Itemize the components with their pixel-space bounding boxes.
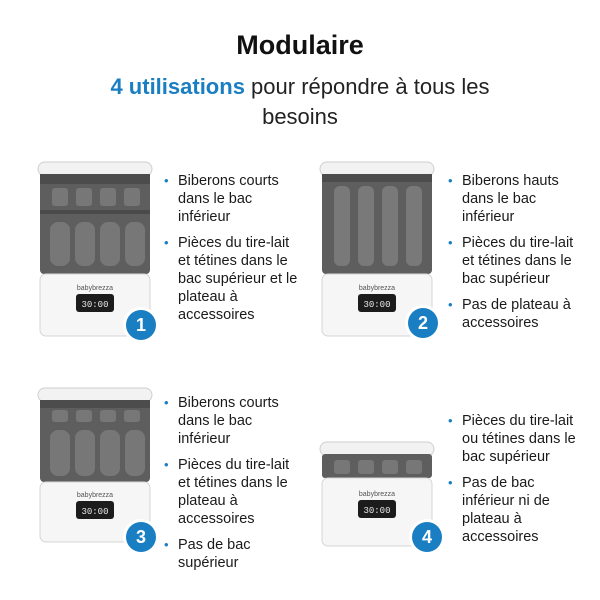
option-1-bullet-2: • Pièces du tire-lait et tétines dans le bac supérieur et le plateau à accessoires	[164, 235, 298, 323]
option-1-bullets	[164, 172, 304, 332]
bullet-dot: •	[164, 457, 169, 472]
page-title: Modulaire	[236, 30, 364, 60]
bullet-dot: •	[164, 235, 169, 250]
page-subtitle	[80, 72, 520, 132]
option-3-bullet-3: • Pas de bac supérieur	[164, 537, 251, 571]
option-1-number-badge: 1	[126, 310, 156, 340]
option-3-bullet-1: • Biberons courts dans le bac inférieur	[164, 395, 279, 447]
option-3-bullet-2: • Pièces du tire-lait et tétines dans le plateau à accessoires	[164, 457, 290, 527]
subtitle-rest: pour répondre à tous les besoins	[244, 74, 490, 129]
brand-logo-4: babybrezza	[358, 491, 396, 498]
option-4-bullet-2: • Pas de bac inférieur ni de plateau à accessoires	[448, 475, 550, 545]
brand-logo-2: babybrezza	[358, 285, 396, 292]
option-4-bullet-1: • Pièces du tire-lait ou tétines dans le bac supérieur	[448, 413, 576, 465]
display-readout-1: 30:00	[81, 300, 109, 310]
option-1-bullet-1: • Biberons courts dans le bac inférieur	[164, 173, 279, 225]
bullet-dot: •	[164, 537, 169, 552]
option-2-number-badge: 2	[408, 308, 438, 338]
bullet-dot: •	[448, 297, 453, 312]
option-4-bullets	[448, 412, 586, 554]
display-readout-3: 30:00	[81, 507, 109, 517]
option-2-bullet-2: • Pièces du tire-lait et tétines dans le bac supérieur	[448, 235, 574, 287]
brand-logo-3: babybrezza	[76, 492, 114, 499]
option-3-bullets	[164, 394, 304, 580]
bullet-dot: •	[448, 413, 453, 428]
bullet-dot: •	[448, 173, 453, 188]
bullet-dot: •	[448, 235, 453, 250]
display-readout-4: 30:00	[363, 506, 391, 516]
brand-logo-1: babybrezza	[76, 285, 114, 292]
option-3-number-badge: 3	[126, 522, 156, 552]
option-2-bullet-3: • Pas de plateau à accessoires	[448, 297, 571, 331]
option-4-number-badge: 4	[412, 522, 442, 552]
option-2-bullet-1: • Biberons hauts dans le bac inférieur	[448, 173, 559, 225]
bullet-dot: •	[448, 475, 453, 490]
subtitle-accent: 4 utilisations	[110, 74, 245, 99]
bullet-dot: •	[164, 173, 169, 188]
bullet-dot: •	[164, 395, 169, 410]
display-readout-2: 30:00	[363, 300, 391, 310]
option-2-bullets	[448, 172, 586, 340]
